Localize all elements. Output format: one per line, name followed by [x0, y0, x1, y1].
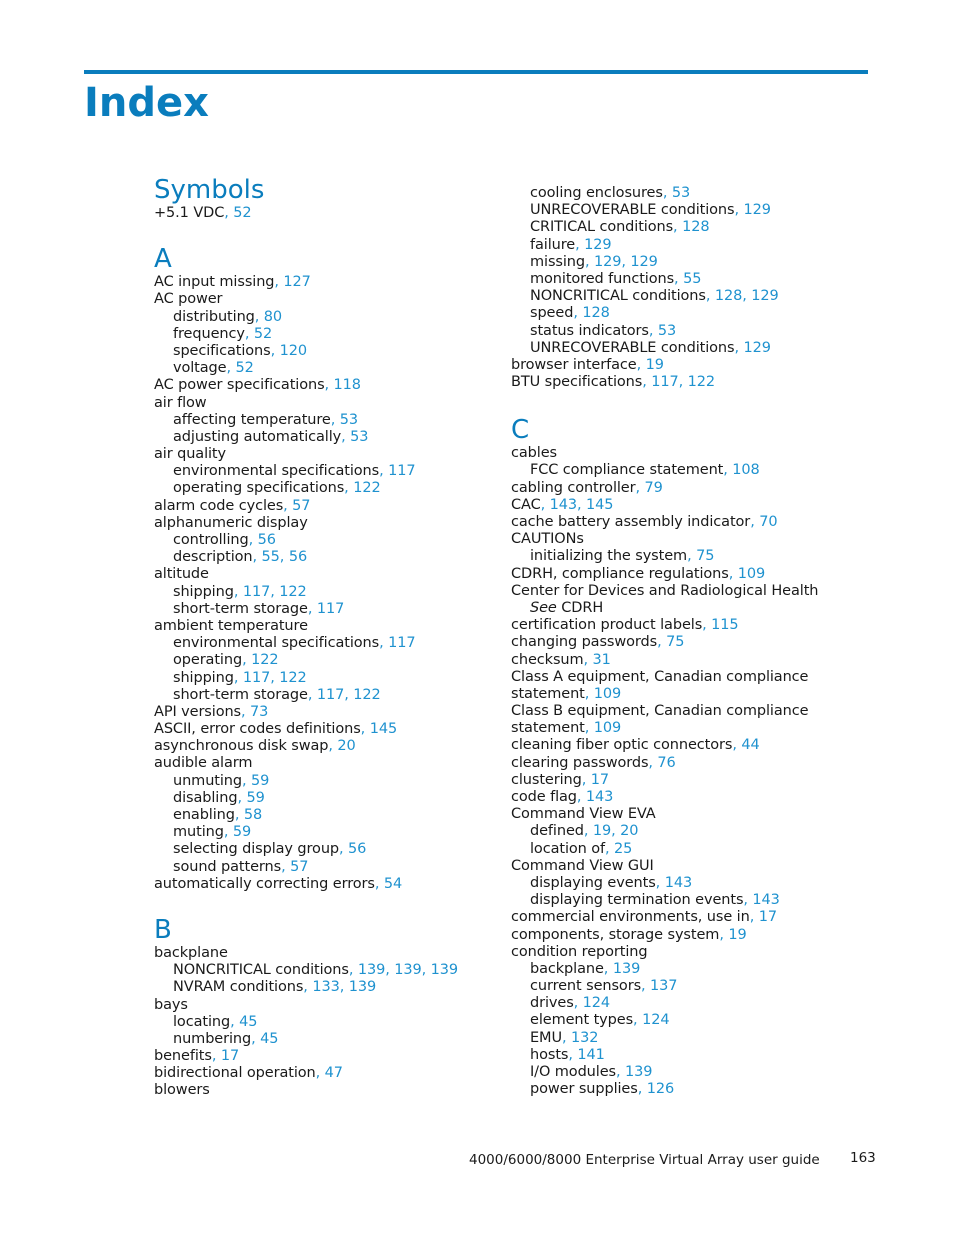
index-entry [511, 357, 851, 374]
page-reference-link[interactable]: , 129 [575, 236, 612, 253]
entry-term: element types [530, 1012, 634, 1029]
page-reference-link[interactable]: , 126 [637, 1081, 675, 1098]
entry-term: alarm code cycles [154, 497, 284, 514]
page-reference-link[interactable]: , 57 [283, 497, 311, 514]
entry-term: hosts [530, 1046, 569, 1063]
page-reference-link[interactable]: , 56 [248, 532, 276, 548]
entry-term: AC power [154, 291, 223, 308]
entry-term: muting [173, 824, 224, 841]
index-subentry [511, 961, 851, 978]
entry-term: ASCII, error codes definitions [154, 721, 361, 738]
index-subentry [511, 875, 851, 892]
index-entry [154, 1082, 494, 1099]
index-subentry [511, 1012, 851, 1029]
page-reference-link[interactable]: , 141 [568, 1046, 605, 1063]
entry-term: bidirectional operation [154, 1065, 316, 1082]
index-subentry [154, 309, 494, 326]
index-subentry [511, 219, 851, 236]
page-reference-link[interactable]: , 117 [379, 635, 416, 652]
page-reference-link[interactable]: , 53 [662, 185, 691, 201]
page-reference-link[interactable]: , 70 [750, 514, 778, 530]
entry-term: asynchronous disk swap [154, 738, 329, 755]
index-subentry [511, 340, 851, 357]
index-subentry [154, 463, 494, 480]
index-entry [511, 909, 851, 926]
entry-term: NONCRITICAL conditions [173, 962, 349, 979]
entry-term: Center for Devices and Radiological Health [511, 582, 819, 599]
page-reference-link[interactable]: , 128 [673, 219, 710, 236]
index-entry [154, 618, 494, 635]
entry-term: environmental specifications [173, 635, 380, 652]
index-entry [511, 686, 851, 703]
index-subentry [511, 185, 851, 202]
entry-term: shipping [173, 583, 234, 600]
page-reference-link[interactable]: , 17 [749, 909, 777, 926]
entry-term: altitude [154, 566, 209, 583]
entry-term: cables [511, 445, 557, 462]
entry-term: cooling enclosures [530, 185, 663, 201]
entry-term: monitored functions [530, 270, 675, 287]
index-entry [154, 274, 494, 291]
index-entry [154, 377, 494, 394]
index-entry [511, 566, 851, 583]
entry-term: cache battery assembly indicator [511, 514, 751, 530]
index-subentry [154, 807, 494, 824]
page-reference-link[interactable]: , 118 [324, 377, 361, 394]
entry-term: displaying events [530, 874, 656, 891]
section-heading: C [511, 415, 530, 446]
entry-term: status indicators [530, 322, 649, 339]
index-subentry [154, 962, 494, 979]
index-subentry [154, 584, 494, 601]
page-reference-link[interactable]: , 132 [562, 1029, 599, 1046]
entry-term: voltage [173, 360, 227, 377]
page-reference-link[interactable]: , 143 [655, 874, 693, 891]
entry-term: I/O modules [530, 1064, 616, 1080]
index-subentry [511, 548, 851, 565]
index-subentry [154, 532, 494, 549]
index-entry [511, 617, 851, 634]
page-reference-link[interactable]: , 145 [360, 721, 398, 738]
index-subentry [154, 635, 494, 652]
index-entry [511, 652, 851, 669]
entry-term: enabling [173, 807, 235, 823]
entry-term: operating specifications [173, 480, 345, 497]
entry-term: sound patterns [173, 858, 282, 875]
page-reference-link[interactable]: , 75 [657, 634, 685, 651]
index-entry [154, 704, 494, 721]
page-reference-link[interactable]: , 53 [341, 428, 369, 445]
entry-term: FCC compliance statement [530, 462, 724, 479]
page-reference-link[interactable]: , 143, 145 [540, 496, 614, 513]
index-entry [154, 876, 494, 893]
entry-term: CDRH, compliance regulations [511, 565, 729, 582]
entry-term: ambient temperature [154, 617, 308, 634]
entry-term: AC input missing [154, 274, 275, 291]
page-reference-link[interactable]: , 129 [734, 339, 771, 356]
index-entry [154, 498, 494, 515]
index-entry [511, 858, 851, 875]
entry-term: speed [530, 305, 574, 322]
index-entry [154, 395, 494, 412]
page-reference-link[interactable]: , 75 [687, 548, 715, 565]
index-subentry [154, 859, 494, 876]
entry-term: API versions [154, 703, 242, 720]
index-subentry [511, 841, 851, 858]
page-reference-link[interactable]: , 56 [339, 841, 367, 858]
index-subentry [154, 480, 494, 497]
index-subentry [154, 1031, 494, 1048]
page-reference-link[interactable]: , 122 [242, 652, 279, 669]
entry-term: Command View GUI [511, 857, 654, 874]
page-reference-link[interactable]: , 109 [584, 685, 622, 702]
page-reference-link[interactable]: , 127 [274, 274, 311, 291]
entry-term: Class B equipment, Canadian compliance [511, 703, 809, 720]
index-entry [154, 721, 494, 738]
index-subentry [154, 412, 494, 429]
entry-term: current sensors [530, 978, 642, 995]
index-subentry [511, 288, 851, 305]
entry-term: environmental specifications [173, 463, 380, 480]
page-reference-link[interactable]: , 55 [674, 270, 702, 287]
entry-term: components, storage system [511, 926, 720, 943]
index-entry [511, 634, 851, 651]
page-reference-link[interactable]: , 128 [573, 305, 610, 322]
index-entry [154, 291, 494, 308]
page-reference-link[interactable]: , 139 [603, 960, 641, 977]
page-reference-link[interactable]: , 120 [270, 342, 308, 359]
page-reference-link[interactable]: , 45 [230, 1013, 258, 1030]
entry-term: shipping [173, 669, 234, 686]
entry-term: EMU [530, 1029, 562, 1046]
index-entry [511, 772, 851, 789]
index-entry [511, 737, 851, 754]
index-subentry [511, 1030, 851, 1047]
page-reference-link[interactable]: , 122 [344, 480, 381, 497]
page-reference-link[interactable]: , 108 [723, 462, 760, 479]
page-reference-link[interactable]: , 117, 122 [233, 583, 307, 600]
page-reference-link[interactable]: , 137 [641, 978, 678, 995]
page-reference-link[interactable]: , 79 [635, 479, 663, 496]
entry-term: unmuting [173, 772, 243, 789]
index-subentry [154, 652, 494, 669]
index-subentry [511, 237, 851, 254]
page-reference-link[interactable]: , 109 [584, 720, 622, 737]
footer-doc-title: 4000/6000/8000 Enterprise Virtual Array user guide [469, 1152, 820, 1168]
section-heading: Symbols [154, 175, 265, 205]
entry-term: commercial environments, use in [511, 909, 750, 926]
page-reference-link[interactable]: , 20 [328, 738, 356, 755]
index-entry [154, 755, 494, 772]
entry-term: clearing passwords [511, 754, 649, 771]
page-reference-link[interactable]: , 117, 122 [233, 669, 307, 686]
page-reference-link[interactable]: , 117 [307, 600, 345, 617]
index-entry [511, 531, 851, 548]
index-entry [511, 927, 851, 944]
entry-term: BTU specifications [511, 374, 643, 391]
entry-term: alphanumeric display [154, 514, 308, 531]
entry-term: drives [530, 995, 574, 1012]
section-heading: B [154, 914, 172, 945]
index-entry [154, 446, 494, 463]
see-label: See [530, 599, 557, 616]
page-reference-link[interactable]: , 115 [702, 617, 739, 634]
page-reference-link[interactable]: , 143 [743, 892, 780, 909]
page-reference-link[interactable]: , 109 [728, 565, 766, 582]
page-reference-link[interactable]: , 17 [211, 1048, 240, 1065]
index-subentry [154, 326, 494, 343]
page-reference-link[interactable]: , 129 [734, 202, 771, 219]
index-subentry [511, 995, 851, 1012]
index-entry [154, 945, 494, 962]
entry-term: AC power specifications [154, 377, 325, 394]
index-subentry [511, 892, 851, 909]
index-entry [511, 374, 851, 391]
index-subentry [154, 429, 494, 446]
page-reference-link[interactable]: , 80 [254, 308, 283, 325]
page-reference-link[interactable]: , 44 [732, 737, 760, 754]
index-subentry [154, 824, 494, 841]
page-reference-link[interactable]: , 117, 122 [307, 686, 381, 703]
title-rule [84, 70, 868, 74]
page-reference-link[interactable]: , 52 [224, 205, 252, 221]
page-reference-link[interactable]: , 139, 139, 139 [348, 962, 459, 979]
index-subentry [511, 978, 851, 995]
index-entry [154, 997, 494, 1014]
page-reference-link[interactable]: , 124 [633, 1012, 670, 1029]
entry-term: +5.1 VDC [154, 205, 225, 221]
index-subentry [154, 670, 494, 687]
page-title: Index [84, 80, 209, 126]
entry-term: browser interface [511, 356, 637, 373]
index-subentry [154, 687, 494, 704]
index-subentry [154, 601, 494, 618]
entry-term: checksum [511, 651, 584, 668]
index-entry [511, 944, 851, 961]
entry-term: certification product labels [511, 617, 703, 634]
entry-term: Class A equipment, Canadian compliance [511, 668, 809, 685]
page-reference-link[interactable]: , 76 [648, 754, 676, 771]
page-reference-link[interactable]: , 53 [330, 411, 359, 428]
page-reference-link[interactable]: , 57 [281, 858, 309, 875]
page-reference-link[interactable]: , 17 [581, 771, 610, 788]
entry-term: NVRAM conditions [173, 979, 304, 996]
page-reference-link[interactable]: , 139 [615, 1064, 653, 1080]
page-reference-link[interactable]: , 19 [719, 926, 747, 943]
entry-term: Command View EVA [511, 806, 656, 823]
index-column-right [511, 185, 851, 1098]
index-entry [511, 445, 851, 462]
entry-term: frequency [173, 325, 245, 342]
page-reference-link[interactable]: , 73 [241, 703, 269, 720]
page-reference-link[interactable]: , 117, 122 [642, 374, 716, 391]
index-subentry [154, 1014, 494, 1031]
entry-term: CAC [511, 496, 541, 513]
page-reference-link[interactable]: , 58 [234, 807, 263, 823]
index-entry [154, 1065, 494, 1082]
entry-term: displaying termination events [530, 892, 744, 909]
index-entry [511, 806, 851, 823]
page-reference-link[interactable]: , 54 [374, 875, 403, 892]
index-subentry [511, 462, 851, 479]
index-subentry [511, 1047, 851, 1064]
index-subentry [511, 1081, 851, 1098]
section-heading: A [154, 244, 172, 275]
entry-term: air flow [154, 394, 207, 411]
index-subentry [511, 305, 851, 322]
page-reference-link[interactable]: , 143 [576, 789, 614, 805]
index-entry [154, 515, 494, 532]
index-entry [511, 755, 851, 772]
entry-term: adjusting automatically [173, 428, 342, 445]
entry-term: changing passwords [511, 634, 658, 651]
entry-term: disabling [173, 789, 238, 806]
page-reference-link[interactable]: , 53 [648, 322, 677, 339]
index-entry [511, 789, 851, 806]
index-subentry [511, 254, 851, 271]
entry-term: specifications [173, 342, 271, 359]
index-subentry [511, 823, 851, 840]
index-subentry [154, 360, 494, 377]
index-entry [154, 205, 494, 222]
entry-term: air quality [154, 446, 226, 463]
page-reference-link[interactable]: , 59 [242, 772, 270, 789]
entry-term: code flag [511, 789, 577, 805]
index-entry [511, 480, 851, 497]
entry-term: backplane [530, 960, 604, 977]
entry-term: CAUTIONs [511, 531, 584, 548]
entry-term: controlling [173, 532, 249, 548]
index-subentry [154, 790, 494, 807]
index-entry [511, 703, 851, 720]
entry-term: defined [530, 823, 584, 840]
entry-term: location of [530, 840, 606, 857]
page-reference-link[interactable]: , 129, 129 [585, 253, 658, 270]
entry-term: power supplies [530, 1081, 638, 1098]
index-entry [154, 566, 494, 583]
index-entry [511, 497, 851, 514]
entry-term: CRITICAL conditions [530, 219, 674, 236]
index-subentry [154, 773, 494, 790]
entry-term: initializing the system [530, 548, 688, 565]
entry-term: blowers [154, 1082, 210, 1099]
entry-term: automatically correcting errors [154, 875, 375, 892]
entry-term: numbering [173, 1030, 252, 1047]
index-entry [154, 1048, 494, 1065]
index-entry [154, 738, 494, 755]
entry-term: operating [173, 652, 243, 669]
index-entry [511, 720, 851, 737]
entry-term: description [173, 549, 253, 566]
page-reference-link[interactable]: , 52 [244, 325, 273, 342]
entry-term: statement [511, 720, 585, 737]
entry-term: missing [530, 253, 585, 270]
entry-term: statement [511, 685, 585, 702]
page-reference-link[interactable]: , 31 [583, 651, 611, 668]
index-entry [511, 514, 851, 531]
page-reference-link[interactable]: , 25 [605, 840, 633, 857]
entry-term: cabling controller [511, 479, 636, 496]
entry-term: NONCRITICAL conditions [530, 288, 706, 305]
entry-term: clustering [511, 771, 582, 788]
index-column-left [154, 175, 494, 1100]
entry-term: UNRECOVERABLE conditions [530, 339, 735, 356]
page-reference-link[interactable]: , 55, 56 [252, 549, 308, 566]
page-reference-link[interactable]: , 124 [573, 995, 611, 1012]
index-subentry [511, 202, 851, 219]
entry-term: distributing [173, 308, 255, 325]
page-reference-link[interactable]: , 45 [251, 1030, 279, 1047]
entry-term: failure [530, 236, 576, 253]
page-reference-link[interactable]: , 52 [226, 360, 254, 377]
index-subentry [511, 1064, 851, 1081]
index-subentry [154, 343, 494, 360]
entry-term: condition reporting [511, 943, 648, 960]
see-target: CDRH [556, 599, 604, 616]
index-entry [511, 669, 851, 686]
entry-term: locating [173, 1013, 231, 1030]
entry-term: UNRECOVERABLE conditions [530, 202, 735, 219]
index-subentry [154, 979, 494, 996]
index-subentry [154, 841, 494, 858]
entry-term: benefits [154, 1048, 212, 1065]
entry-term: short-term storage [173, 686, 308, 703]
entry-term: short-term storage [173, 600, 308, 617]
entry-term: backplane [154, 944, 228, 961]
entry-term: cleaning fiber optic connectors [511, 737, 733, 754]
page-reference-link[interactable]: , 133, 139 [303, 979, 377, 996]
index-subentry [511, 323, 851, 340]
page-reference-link[interactable]: , 117 [379, 463, 416, 480]
index-entry [511, 583, 851, 600]
footer-page-number: 163 [850, 1150, 876, 1166]
page-reference-link[interactable]: , 19, 20 [583, 823, 639, 840]
index-subentry [154, 549, 494, 566]
index-see-reference [511, 600, 851, 617]
page-reference-link[interactable]: , 128, 129 [705, 288, 779, 305]
page-reference-link[interactable]: , 47 [315, 1065, 343, 1082]
entry-term: audible alarm [154, 755, 253, 772]
entry-term: affecting temperature [173, 411, 331, 428]
page-reference-link[interactable]: , 59 [237, 789, 265, 806]
entry-term: bays [154, 996, 188, 1013]
page-reference-link[interactable]: , 19 [636, 356, 664, 373]
index-subentry [511, 271, 851, 288]
page-reference-link[interactable]: , 59 [223, 824, 252, 841]
entry-term: selecting display group [173, 841, 340, 858]
